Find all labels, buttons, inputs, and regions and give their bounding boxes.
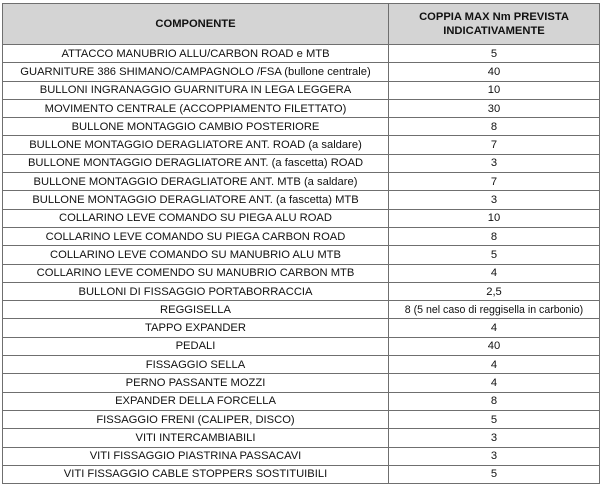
torque-cell: 2,5 [389,282,600,300]
table-row [3,81,600,99]
table-row [3,173,600,191]
component-cell: FISSAGGIO FRENI (CALIPER, DISCO) [3,410,389,428]
torque-cell: 8 [389,118,600,136]
component-cell: EXPANDER DELLA FORCELLA [3,392,389,410]
component-cell: GUARNITURE 386 SHIMANO/CAMPAGNOLO /FSA (bullone centrale) [3,63,389,81]
table-row [3,209,600,227]
torque-cell: 10 [389,81,600,99]
table-row [3,374,600,392]
component-cell: FISSAGGIO SELLA [3,356,389,374]
torque-cell: 4 [389,264,600,282]
table-row [3,136,600,154]
torque-cell: 3 [389,191,600,209]
component-cell: COLLARINO LEVE COMANDO SU PIEGA ALU ROAD [3,209,389,227]
table-row [3,447,600,465]
table-row [3,337,600,355]
torque-cell: 7 [389,173,600,191]
component-cell: COLLARINO LEVE COMANDO SU MANUBRIO ALU MTB [3,246,389,264]
torque-cell: 5 [389,465,600,483]
torque-cell: 4 [389,319,600,337]
component-cell: REGGISELLA [3,301,389,319]
component-cell: TAPPO EXPANDER [3,319,389,337]
component-cell: BULLONE MONTAGGIO DERAGLIATORE ANT. (a fascetta) ROAD [3,154,389,172]
table-row [3,282,600,300]
table-row [3,465,600,483]
torque-cell: 3 [389,447,600,465]
table-row [3,45,600,63]
component-cell: VITI FISSAGGIO CABLE STOPPERS SOSTITUIBILI [3,465,389,483]
table-row [3,410,600,428]
torque-cell: 5 [389,45,600,63]
component-cell: VITI FISSAGGIO PIASTRINA PASSACAVI [3,447,389,465]
component-cell: BULLONI INGRANAGGIO GUARNITURA IN LEGA LEGGERA [3,81,389,99]
torque-cell: 5 [389,410,600,428]
torque-cell: 4 [389,374,600,392]
torque-cell: 5 [389,246,600,264]
table-row [3,154,600,172]
component-cell: COLLARINO LEVE COMANDO SU PIEGA CARBON ROAD [3,227,389,245]
component-cell: MOVIMENTO CENTRALE (ACCOPPIAMENTO FILETTATO) [3,99,389,117]
component-cell: BULLONE MONTAGGIO DERAGLIATORE ANT. MTB (a saldare) [3,173,389,191]
torque-cell: 7 [389,136,600,154]
torque-cell: 3 [389,429,600,447]
header-row [3,4,600,45]
table-row [3,99,600,117]
table-row [3,429,600,447]
component-cell: BULLONE MONTAGGIO DERAGLIATORE ANT. ROAD (a saldare) [3,136,389,154]
torque-table [2,3,600,484]
component-cell: PEDALI [3,337,389,355]
table-body [3,45,600,484]
table-row [3,356,600,374]
torque-cell: 8 (5 nel caso di reggisella in carbonio) [389,301,600,319]
table-row [3,227,600,245]
table-row [3,246,600,264]
header-component: COMPONENTE [3,4,389,45]
table-row [3,63,600,81]
component-cell: ATTACCO MANUBRIO ALLU/CARBON ROAD e MTB [3,45,389,63]
header-torque-line1: COPPIA MAX Nm PREVISTA [419,11,569,23]
component-cell: BULLONI DI FISSAGGIO PORTABORRACCIA [3,282,389,300]
torque-cell: 8 [389,227,600,245]
table-row [3,319,600,337]
component-cell: COLLARINO LEVE COMENDO SU MANUBRIO CARBON MTB [3,264,389,282]
torque-cell: 4 [389,356,600,374]
torque-cell: 3 [389,154,600,172]
component-cell: BULLONE MONTAGGIO DERAGLIATORE ANT. (a fascetta) MTB [3,191,389,209]
torque-cell: 40 [389,63,600,81]
table-row [3,264,600,282]
torque-cell: 30 [389,99,600,117]
component-cell: PERNO PASSANTE MOZZI [3,374,389,392]
torque-cell: 10 [389,209,600,227]
table-row [3,392,600,410]
header-torque-line2: INDICATIVAMENTE [443,25,545,37]
component-cell: VITI INTERCAMBIABILI [3,429,389,447]
torque-cell: 8 [389,392,600,410]
table-row [3,191,600,209]
torque-cell: 40 [389,337,600,355]
component-cell: BULLONE MONTAGGIO CAMBIO POSTERIORE [3,118,389,136]
table-row [3,118,600,136]
header-torque [389,4,600,45]
table-row [3,301,600,319]
